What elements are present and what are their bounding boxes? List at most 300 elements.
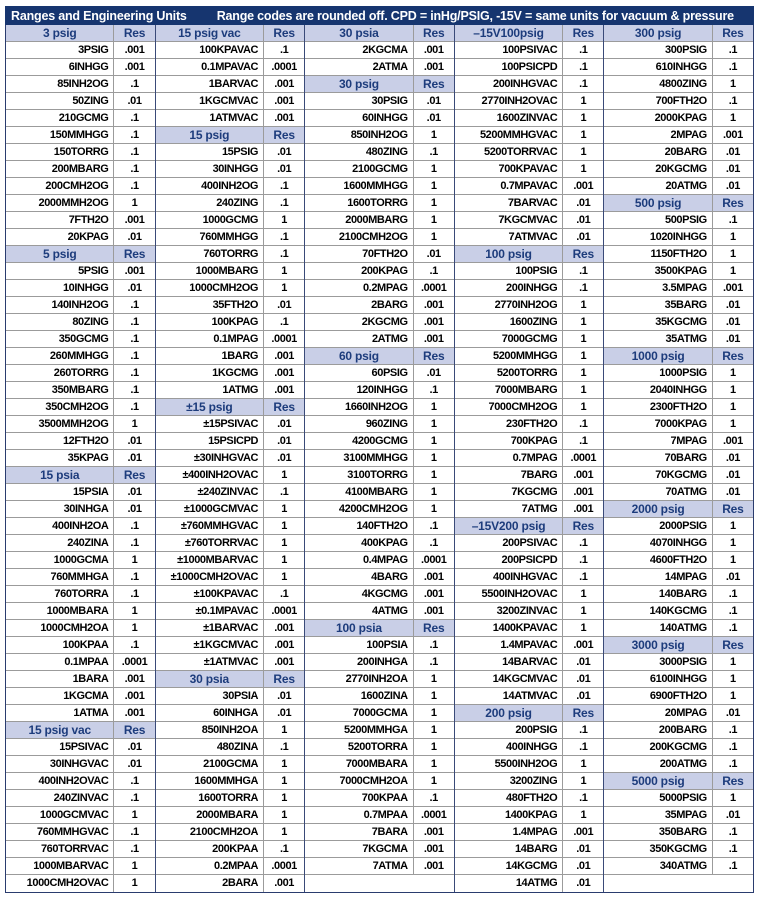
res-value-cell: .001 (274, 78, 295, 90)
range-code-cell: 20ATMG (604, 178, 712, 194)
range-code-cell: 1KGCMVAC (156, 93, 264, 109)
data-row (305, 858, 454, 875)
section-header-cell: 60 psig (305, 348, 413, 364)
data-row (6, 875, 155, 892)
range-code-cell: 1600MMHGA (156, 773, 264, 789)
res-value-cell: .01 (277, 163, 292, 175)
data-row (6, 569, 155, 586)
range-code-cell: 7000MBARA (305, 756, 413, 772)
res-value-cell: .001 (423, 333, 444, 345)
res-value-cell: .1 (579, 282, 588, 294)
res-value-cell: .1 (429, 639, 438, 651)
column-group-2 (156, 25, 306, 892)
range-code-cell: 700KPAA (305, 790, 413, 806)
range-code-cell: 2000MBARG (305, 212, 413, 228)
data-row (604, 433, 753, 450)
data-row (604, 331, 753, 348)
section-header-row (6, 246, 155, 263)
data-row (156, 705, 305, 722)
res-value-cell: .1 (279, 316, 289, 328)
data-row (305, 824, 454, 841)
res-value-cell: .01 (576, 656, 591, 668)
data-row (604, 127, 753, 144)
range-code-cell: 1000GCMA (6, 552, 114, 568)
res-header-cell: Res (713, 25, 753, 41)
data-row (6, 688, 155, 705)
range-code-cell: 200INHGVAC (455, 76, 563, 92)
res-value-cell: .01 (576, 231, 591, 243)
res-value-cell: .001 (124, 61, 145, 73)
range-code-cell: 2ATMG (305, 331, 413, 347)
range-code-cell: 1000CMH2OA (6, 620, 114, 636)
data-row (604, 739, 753, 756)
data-row (6, 518, 155, 535)
res-value-cell: .1 (429, 146, 438, 158)
res-value-cell: .01 (127, 435, 142, 447)
range-code-cell: 15PSICPD (156, 433, 264, 449)
res-value-cell: .001 (124, 673, 145, 685)
res-value-cell: .1 (130, 792, 139, 804)
res-value-cell: .01 (576, 843, 591, 855)
section-header-row (604, 195, 753, 212)
res-value-cell: 1 (281, 265, 287, 277)
data-row (305, 807, 454, 824)
data-row (455, 450, 604, 467)
data-row (455, 416, 604, 433)
data-row (305, 59, 454, 76)
range-code-cell: 200PSICPD (455, 552, 563, 568)
data-row (6, 586, 155, 603)
data-row (604, 144, 753, 161)
res-value-cell: .01 (277, 146, 292, 158)
data-row (156, 688, 305, 705)
data-row (156, 824, 305, 841)
data-row (305, 314, 454, 331)
section-header-row (604, 637, 753, 654)
data-row (6, 93, 155, 110)
section-header-cell: 5 psig (6, 246, 114, 262)
res-value-cell: .1 (130, 146, 139, 158)
data-row (455, 42, 604, 59)
res-value-cell: .0001 (271, 605, 297, 617)
res-value-cell: 1 (580, 758, 587, 770)
range-code-cell: 1BARVAC (156, 76, 264, 92)
empty-cell (305, 875, 454, 892)
data-row (156, 569, 305, 586)
range-code-cell: 2000MMH2OG (6, 195, 114, 211)
res-value-cell: .01 (277, 299, 292, 311)
res-value-cell: 1 (730, 418, 736, 430)
res-value-cell: .01 (725, 333, 740, 345)
data-row (156, 348, 305, 365)
section-header-row (156, 127, 305, 144)
range-code-cell: 14KGCMG (455, 858, 563, 874)
res-value-cell: .01 (426, 367, 441, 379)
range-code-cell: 3500MMH2OG (6, 416, 114, 432)
res-value-cell: 1 (430, 775, 437, 787)
data-row (455, 433, 604, 450)
range-code-cell: 200BARG (604, 722, 712, 738)
res-value-cell: .001 (423, 826, 444, 838)
data-row (305, 433, 454, 450)
range-code-cell: 14MPAG (604, 569, 712, 585)
range-code-cell: 400KPAG (305, 535, 413, 551)
range-code-cell: 5000PSIG (604, 790, 712, 806)
range-code-cell: 5PSIG (6, 263, 114, 279)
title-bar (5, 6, 754, 25)
section-header-cell: 3 psig (6, 25, 114, 41)
range-code-cell: 12FTH2O (6, 433, 114, 449)
data-row (6, 195, 155, 212)
res-value-cell: 1 (430, 503, 437, 515)
range-code-cell: 0.1MPAA (6, 654, 114, 670)
res-value-cell: .1 (579, 418, 588, 430)
res-value-cell: 1 (580, 775, 587, 787)
column-group-1 (6, 25, 156, 892)
range-code-cell: ±1ATMVAC (156, 654, 264, 670)
data-row (604, 110, 753, 127)
data-row (156, 59, 305, 76)
range-code-cell: 1ATMG (156, 382, 264, 398)
range-code-cell: 7000GCMG (455, 331, 563, 347)
res-value-cell: .001 (573, 469, 594, 481)
data-row (604, 824, 753, 841)
data-row (6, 365, 155, 382)
res-header-cell: Res (563, 25, 603, 41)
data-row (156, 484, 305, 501)
res-value-cell: 1 (430, 129, 437, 141)
res-value-cell: 1 (580, 350, 587, 362)
data-row (305, 450, 454, 467)
range-code-cell: ±760MMHGVAC (156, 518, 264, 534)
res-header-cell: Res (264, 127, 304, 143)
res-value-cell: .001 (723, 435, 743, 447)
res-value-cell: .001 (124, 44, 145, 56)
data-row (455, 161, 604, 178)
res-value-cell: .1 (728, 758, 738, 770)
res-value-cell: .1 (728, 860, 738, 872)
res-value-cell: 1 (580, 129, 587, 141)
res-value-cell: .001 (423, 316, 444, 328)
res-value-cell: .1 (579, 435, 588, 447)
res-value-cell: 1 (131, 809, 138, 821)
range-code-cell: 7BARVAC (455, 195, 563, 211)
data-row (156, 178, 305, 195)
range-code-cell: 2040INHGG (604, 382, 712, 398)
range-code-cell: 200KGCMG (604, 739, 712, 755)
range-code-cell: 14BARVAC (455, 654, 563, 670)
data-row (455, 552, 604, 569)
range-code-cell: 2300FTH2O (604, 399, 712, 415)
range-code-cell: 14ATMG (455, 875, 563, 892)
res-value-cell: .1 (130, 401, 139, 413)
section-header-cell: 30 psia (305, 25, 413, 41)
res-value-cell: .1 (728, 622, 738, 634)
res-value-cell: .1 (579, 61, 588, 73)
range-code-cell: 500PSIG (604, 212, 712, 228)
data-row (455, 178, 604, 195)
res-value-cell: .1 (728, 95, 738, 107)
data-row (455, 399, 604, 416)
res-value-cell: .01 (576, 214, 591, 226)
data-row (305, 773, 454, 790)
range-code-cell: 5200MMHGG (455, 348, 563, 364)
range-code-cell: ±240ZINVAC (156, 484, 264, 500)
range-code-cell: 4200GCMG (305, 433, 413, 449)
range-code-cell: 7KGCMA (305, 841, 413, 857)
res-value-cell: .1 (579, 724, 588, 736)
data-row (305, 280, 454, 297)
data-row (455, 535, 604, 552)
range-code-cell: 260MMHGG (6, 348, 114, 364)
data-row (305, 586, 454, 603)
range-code-cell: 760TORRVAC (6, 841, 114, 857)
res-value-cell: .001 (274, 112, 295, 124)
section-header-cell: 3000 psig (604, 637, 712, 653)
range-code-cell: 100PSIA (305, 637, 413, 653)
res-value-cell: .1 (728, 724, 738, 736)
data-row (305, 552, 454, 569)
data-row (6, 484, 155, 501)
data-row (604, 314, 753, 331)
range-code-cell: 700KPAVAC (455, 161, 563, 177)
range-code-cell: 1000GCMG (156, 212, 264, 228)
res-value-cell: 1 (281, 724, 287, 736)
res-header-cell: Res (114, 246, 154, 262)
range-code-cell: 60INHGG (305, 110, 413, 126)
res-value-cell: .1 (579, 537, 588, 549)
range-code-cell: 15PSIA (6, 484, 114, 500)
data-row (6, 161, 155, 178)
range-code-cell: 140BARG (604, 586, 712, 602)
res-value-cell: .001 (423, 299, 444, 311)
data-row (455, 76, 604, 93)
data-row (156, 297, 305, 314)
res-value-cell: .001 (573, 503, 594, 515)
data-row (455, 280, 604, 297)
range-code-cell: 35KPAG (6, 450, 114, 466)
range-code-cell: 15PSIG (156, 144, 264, 160)
data-row (156, 858, 305, 875)
data-row (455, 348, 604, 365)
data-row (455, 195, 604, 212)
range-code-cell: 0.1MPAG (156, 331, 264, 347)
res-value-cell: 1 (580, 401, 587, 413)
data-row (6, 144, 155, 161)
range-code-cell: 7000KPAG (604, 416, 712, 432)
data-row (6, 535, 155, 552)
section-header-cell: 200 psig (455, 705, 563, 721)
data-row (455, 790, 604, 807)
section-header-row (156, 399, 305, 416)
res-value-cell: 1 (730, 265, 736, 277)
data-row (305, 637, 454, 654)
res-value-cell: 1 (580, 622, 587, 634)
res-value-cell: .001 (124, 214, 145, 226)
data-row (6, 263, 155, 280)
range-code-cell: 2MPAG (604, 127, 712, 143)
res-value-cell: .1 (728, 741, 738, 753)
res-header-cell: Res (264, 399, 304, 415)
range-code-cell: 10INHGG (6, 280, 114, 296)
section-header-cell: 15 psia (6, 467, 114, 483)
range-code-cell: 150MMHGG (6, 127, 114, 143)
data-row (305, 416, 454, 433)
res-value-cell: .01 (725, 163, 740, 175)
res-value-cell: 1 (281, 503, 287, 515)
res-value-cell: .1 (579, 741, 588, 753)
range-code-cell: 3200ZING (455, 773, 563, 789)
range-code-cell: 14BARG (455, 841, 563, 857)
res-value-cell: 1 (430, 690, 437, 702)
data-row (305, 654, 454, 671)
range-code-cell: 3PSIG (6, 42, 114, 58)
res-value-cell: .1 (279, 231, 289, 243)
data-row (6, 59, 155, 76)
res-value-cell: .01 (725, 452, 740, 464)
res-value-cell: .01 (127, 486, 142, 498)
res-value-cell: .0001 (121, 656, 148, 668)
range-code-cell: 7ATMG (455, 501, 563, 517)
range-code-cell: 200ATMG (604, 756, 712, 772)
range-code-cell: 30PSIG (305, 93, 413, 109)
data-row (604, 654, 753, 671)
res-value-cell: 1 (730, 401, 736, 413)
data-row (6, 314, 155, 331)
res-header-cell: Res (414, 620, 454, 636)
res-value-cell: 1 (430, 214, 437, 226)
res-value-cell: 1 (430, 452, 437, 464)
data-row (6, 807, 155, 824)
data-row (156, 93, 305, 110)
data-row (6, 841, 155, 858)
data-row (455, 501, 604, 518)
range-code-cell: 200KPAG (305, 263, 413, 279)
range-code-cell: 1BARA (6, 671, 114, 687)
data-row (455, 484, 604, 501)
section-header-row (604, 501, 753, 518)
data-row (305, 841, 454, 858)
res-value-cell: .001 (124, 690, 145, 702)
res-header-cell: Res (563, 246, 603, 262)
res-value-cell: 1 (730, 78, 736, 90)
range-code-cell: 5200TORRVAC (455, 144, 563, 160)
range-code-cell: 7000CMH2OA (305, 773, 413, 789)
range-code-cell: 400INH2OA (6, 518, 114, 534)
data-row (455, 824, 604, 841)
res-value-cell: .1 (579, 265, 588, 277)
range-code-cell: 760MMHGG (156, 229, 264, 245)
data-row (604, 722, 753, 739)
res-value-cell: .1 (579, 78, 588, 90)
res-value-cell: 1 (730, 367, 736, 379)
res-value-cell: 1 (730, 554, 736, 566)
range-code-cell: 210GCMG (6, 110, 114, 126)
res-value-cell: 1 (131, 877, 138, 889)
data-row (455, 586, 604, 603)
data-row (6, 297, 155, 314)
data-row (305, 790, 454, 807)
range-code-cell: 1400KPAVAC (455, 620, 563, 636)
data-row (6, 280, 155, 297)
data-row (455, 739, 604, 756)
range-code-cell: 15PSIVAC (6, 739, 114, 755)
section-header-row (455, 246, 604, 263)
res-value-cell: 1 (730, 690, 736, 702)
res-value-cell: .001 (573, 486, 594, 498)
res-value-cell: .1 (728, 61, 738, 73)
res-header-cell: Res (114, 467, 154, 483)
res-value-cell: .1 (130, 129, 139, 141)
res-value-cell: .01 (277, 690, 292, 702)
res-header-cell: Res (563, 705, 603, 721)
range-code-cell: 1000MBARA (6, 603, 114, 619)
range-code-cell: 20MPAG (604, 705, 712, 721)
res-value-cell: .01 (277, 707, 292, 719)
range-code-cell: 1KGCMG (156, 365, 264, 381)
data-row (6, 212, 155, 229)
res-header-cell: Res (713, 637, 753, 653)
data-row (305, 501, 454, 518)
range-code-cell: 70FTH2O (305, 246, 413, 262)
range-code-cell: 700KPAG (455, 433, 563, 449)
res-value-cell: 1 (580, 112, 587, 124)
range-code-cell: 1600ZING (455, 314, 563, 330)
res-value-cell: .1 (429, 537, 438, 549)
data-row (156, 263, 305, 280)
range-code-cell: 1000MBARVAC (6, 858, 114, 874)
data-row (455, 773, 604, 790)
res-value-cell: 1 (281, 282, 287, 294)
data-row (455, 637, 604, 654)
res-value-cell: .001 (274, 622, 295, 634)
section-header-row (455, 25, 604, 42)
res-value-cell: .01 (576, 690, 591, 702)
section-header-cell: 5000 psig (604, 773, 712, 789)
section-header-cell: 15 psig (156, 127, 264, 143)
data-row (455, 331, 604, 348)
range-code-cell: 350MBARG (6, 382, 114, 398)
section-header-cell: 15 psig vac (6, 722, 114, 738)
res-value-cell: 1 (580, 316, 587, 328)
res-value-cell: 1 (430, 435, 437, 447)
range-code-cell: 2KGCMG (305, 314, 413, 330)
range-code-cell: ±30INHGVAC (156, 450, 264, 466)
section-header-row (6, 25, 155, 42)
range-code-cell: 400INHGG (455, 739, 563, 755)
data-row (604, 161, 753, 178)
section-header-row (455, 518, 604, 535)
data-row (604, 467, 753, 484)
res-value-cell: .01 (725, 571, 740, 583)
data-row (305, 365, 454, 382)
data-row (604, 365, 753, 382)
range-code-cell: 6900FTH2O (604, 688, 712, 704)
res-value-cell: 1 (580, 367, 587, 379)
data-row (156, 722, 305, 739)
res-value-cell: .001 (423, 571, 444, 583)
data-row (604, 569, 753, 586)
range-code-cell: 2BARA (156, 875, 264, 892)
range-code-cell: 400INH2OG (156, 178, 264, 194)
range-code-cell: 240ZING (156, 195, 264, 211)
data-row (6, 110, 155, 127)
data-row (6, 705, 155, 722)
data-row (156, 382, 305, 399)
range-code-cell: 100KPAVAC (156, 42, 264, 58)
range-code-cell: 1600ZINA (305, 688, 413, 704)
res-value-cell: .01 (277, 435, 292, 447)
